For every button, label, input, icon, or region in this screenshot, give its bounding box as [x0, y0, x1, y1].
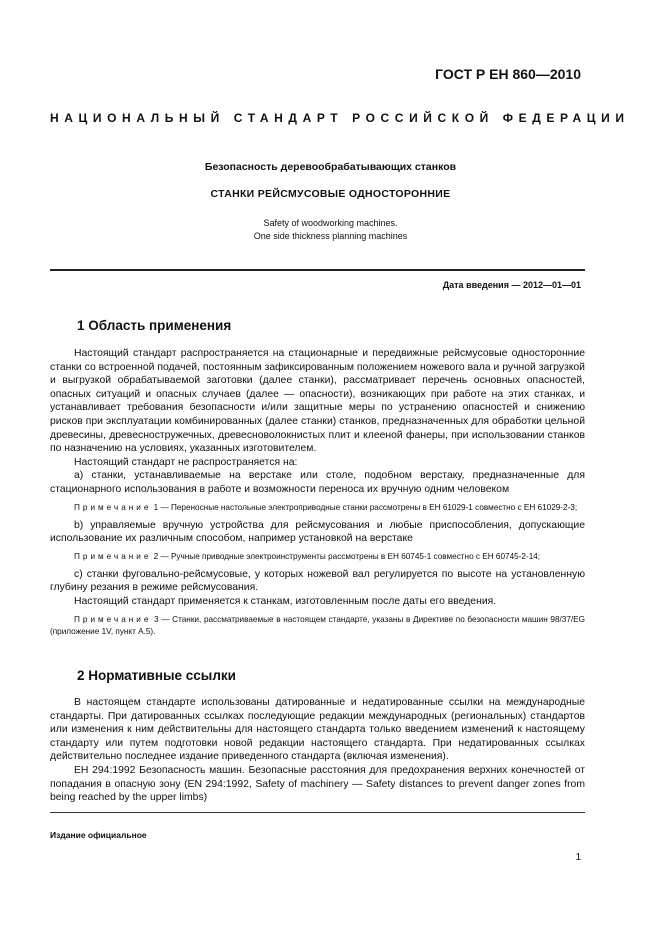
section-1-body: [50, 347, 585, 643]
official-edition-label: Издание официальное: [50, 830, 147, 840]
note-label: Примечание: [74, 614, 152, 624]
list-item-a: а) станки, устанавливаемые на верстаке или столе, подобном верстаку, предназначенные для стационарного использования в работе и возможности переноса их вручную одним человеком: [50, 470, 585, 495]
section-2-heading: 2 Нормативные ссылки: [77, 668, 236, 683]
national-standard-banner: НАЦИОНАЛЬНЫЙ СТАНДАРТ РОССИЙСКОЙ ФЕДЕРАЦИИ: [50, 111, 630, 125]
note-text: 3 — Станки, рассматриваемые в настоящем стандарте, указаны в Директиве по безопасности машин 98/37/EG (приложение 1V, пункт A.5).: [50, 614, 585, 636]
list-item-b: b) управляемые вручную устройства для рейсмусования и любые приспособления, допускающие использование их различным способом, например установкой на верстаке: [50, 519, 585, 545]
reference-entry: ЕН 294:1992 Безопасность машин. Безопасные расстояния для предохранения верхних конечностей от попадания в опасную зону (EN 294:1992, Safety of machinery — Safety distances to prevent danger zones from being reached by the upper limbs): [50, 764, 585, 804]
section-1-paragraph: Настоящий стандарт не распространяется на:: [74, 456, 298, 468]
page-number: 1: [575, 852, 581, 863]
note-text: 2 — Ручные приводные электроинструменты рассмотрены в ЕН 60745-1 совместно с ЕН 60745-2-14;: [153, 551, 541, 561]
section-2-paragraph: В настоящем стандарте использованы датированные и недатированные ссылки на международные стандарты. При датированных ссылках последующие редакции международных (региональных) стандартов или изменения к ним действительны для настоящего стандарта только введением изменений к настоящему стандарту или путем подготовки новой редакции настоящего стандарта. При недатированных ссылках действительно последнее издание приведенного стандарта (включая изменения).: [50, 697, 585, 763]
note-3: [50, 614, 585, 638]
note-label: Примечание: [74, 551, 152, 561]
footer-divider: [50, 812, 585, 813]
section-2-body: [50, 696, 585, 805]
note-1: [50, 502, 585, 514]
list-item-c: с) станки фуговально-рейсмусовые, у которых ножевой вал регулируется по высоте на установленную глубину резания в режиме рейсмусования.: [50, 568, 585, 594]
section-1-paragraph: Настоящий стандарт применяется к станкам, изготовленным после даты его введения.: [74, 595, 497, 607]
document-code: ГОСТ Р ЕН 860—2010: [435, 66, 581, 82]
document-title-main: СТАНКИ РЕЙСМУСОВЫЕ ОДНОСТОРОННИЕ: [210, 188, 451, 200]
introduction-date: Дата введения — 2012—01—01: [442, 280, 581, 290]
note-text: 1 — Переносные настольные электроприводные станки рассмотрены в ЕН 61029-1 совместно с ЕН 61029-2-3;: [153, 502, 578, 512]
note-2: [50, 551, 585, 563]
note-label: Примечание: [74, 502, 152, 512]
english-title-line-2: One side thickness planning machines: [253, 231, 408, 241]
english-title-line-1: Safety of woodworking machines.: [263, 218, 398, 228]
document-title-general: Безопасность деревообрабатывающих станков: [204, 161, 457, 173]
section-1-heading: 1 Область применения: [77, 318, 232, 333]
title-divider: [50, 269, 585, 271]
english-title: [0, 217, 661, 243]
section-1-paragraph: Настоящий стандарт распространяется на стационарные и передвижные рейсмусовые односторонние станки со встроенной подачей, постоянным зафиксированным положением ножевого вала и ручной загрузкой и выгрузкой обрабатываемой заготовки (далее станки), рассматривает перечень основных опасностей, опасных ситуаций и опасных случаев (далее — опасности), возникающих при работе на этих станках, и устанавливает требования безопасности и/или защитные меры по устранению опасностей и снижению рисков при эксплуатации комбинированных (далее станки) станков, предназначенных для обработки цельной древесины, древесностружечных, древесноволокнистых плит и клееной фанеры, при использовании станков по назначению на условиях, указанных изготовителем.: [50, 348, 585, 455]
